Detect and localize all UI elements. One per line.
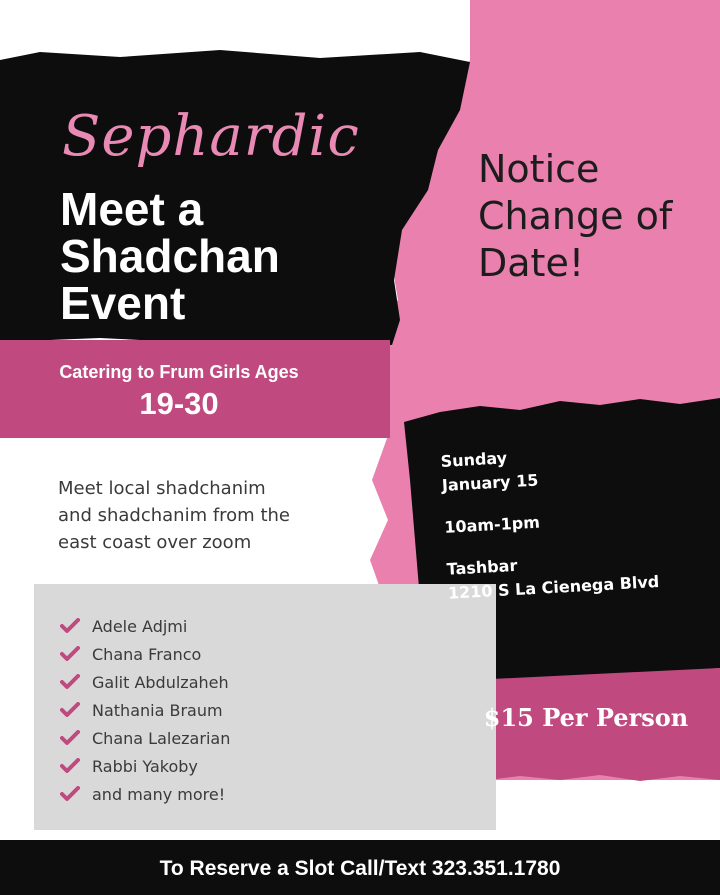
event-details <box>440 438 660 606</box>
notice-line: Date! <box>478 241 585 285</box>
check-icon <box>60 756 92 776</box>
event-title <box>60 183 280 329</box>
list-item <box>60 668 230 696</box>
list-item <box>60 612 230 640</box>
list-item <box>60 696 230 724</box>
check-icon <box>60 672 92 692</box>
shadchan-name: and many more! <box>92 784 226 804</box>
event-date: January 15 <box>441 470 539 495</box>
shadchan-name: Rabbi Yakoby <box>92 756 198 776</box>
check-icon <box>60 784 92 804</box>
event-address: 1210 S La Cienega Blvd <box>447 571 660 603</box>
list-item <box>60 640 230 668</box>
reservation-contact[interactable]: To Reserve a Slot Call/Text 323.351.1780 <box>159 857 561 880</box>
shadchan-name: Chana Lalezarian <box>92 728 231 748</box>
shadchan-name: Adele Adjmi <box>92 616 188 636</box>
list-item <box>60 724 230 752</box>
date-change-notice <box>478 146 672 287</box>
price-label: $15 Per Person <box>483 703 689 732</box>
shadchan-name: Nathania Braum <box>92 700 223 720</box>
event-venue: Tashbar <box>446 555 518 579</box>
check-icon <box>60 616 92 636</box>
meet-line: and shadchanim from the <box>58 505 290 526</box>
notice-line: Change of <box>478 194 673 238</box>
catering-text: Catering to Frum Girls Ages <box>59 362 299 382</box>
shadchan-name: Chana Franco <box>92 644 202 664</box>
event-title-line: Shadchan <box>60 230 280 282</box>
list-item <box>60 752 230 780</box>
meet-line: east coast over zoom <box>58 532 252 553</box>
check-icon <box>60 644 92 664</box>
event-day: Sunday <box>440 448 508 471</box>
event-title-line: Event <box>60 277 186 329</box>
meet-line: Meet local shadchanim <box>58 478 266 499</box>
event-title-line: Meet a <box>60 183 204 235</box>
list-item <box>60 780 230 808</box>
shadchan-name: Galit Abdulzaheh <box>92 672 229 692</box>
check-icon <box>60 728 92 748</box>
age-range: 19-30 <box>139 386 219 421</box>
event-script-title: Sephardic <box>62 104 360 169</box>
event-time: 10am-1pm <box>443 512 541 537</box>
notice-line: Notice <box>478 147 600 191</box>
shadchanim-list <box>60 612 230 808</box>
meet-description <box>58 475 358 556</box>
check-icon <box>60 700 92 720</box>
